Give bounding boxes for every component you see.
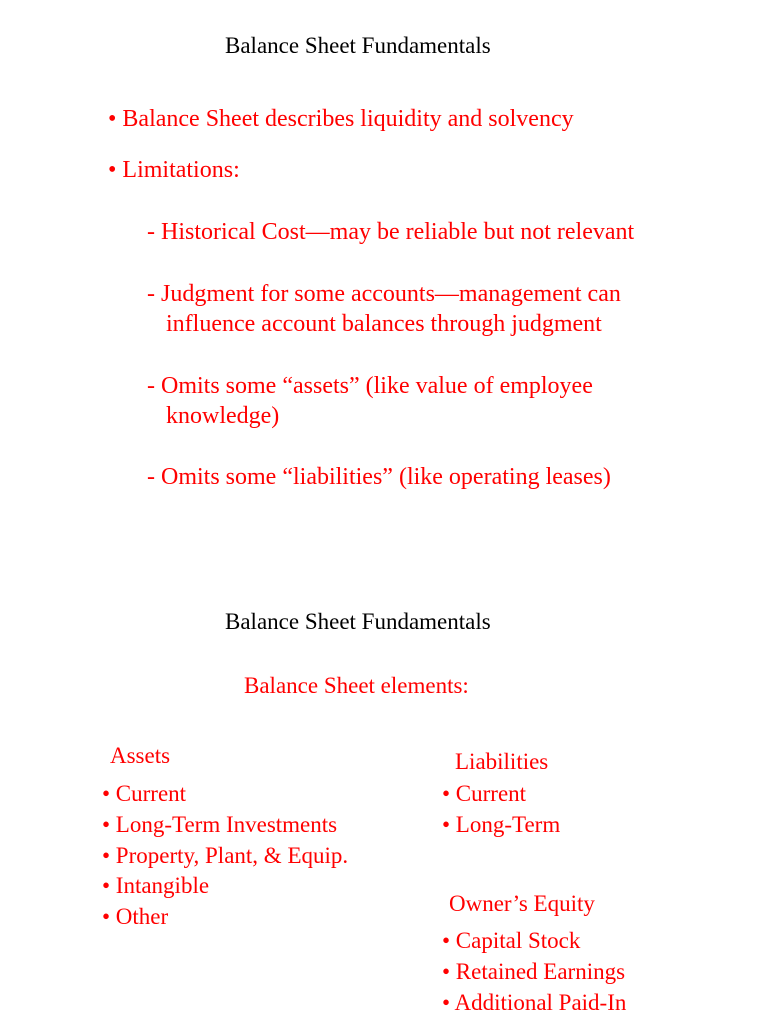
list-item: • Additional Paid-In bbox=[442, 989, 627, 1015]
sub-omits-assets-line-1: - Omits some “assets” (like value of employee bbox=[147, 373, 593, 399]
owners-equity-heading: Owner’s Equity bbox=[449, 891, 595, 916]
list-item: • Capital Stock bbox=[442, 928, 581, 953]
list-item: • Intangible bbox=[102, 873, 210, 899]
sub-judgment-line-1: - Judgment for some accounts—management can bbox=[147, 281, 621, 307]
slide-2-title: Balance Sheet Fundamentals bbox=[225, 609, 491, 634]
liabilities-heading: Liabilities bbox=[455, 749, 549, 774]
list-item: • Current bbox=[102, 781, 187, 806]
bullet-balance-sheet-describes: • Balance Sheet describes liquidity and solvency bbox=[108, 106, 574, 132]
sub-omits-liabilities: - Omits some “liabilities” (like operating leases) bbox=[147, 464, 611, 490]
list-item: • Long-Term Investments bbox=[102, 811, 338, 837]
sub-historical-cost: - Historical Cost—may be reliable but not relevant bbox=[147, 219, 635, 245]
list-item: • Property, Plant, & Equip. bbox=[102, 842, 349, 868]
assets-heading: Assets bbox=[110, 743, 171, 768]
assets-list bbox=[102, 779, 348, 933]
slide-1-title: Balance Sheet Fundamentals bbox=[225, 33, 491, 58]
list-item: • Long-Term bbox=[442, 811, 561, 837]
sub-judgment-line-2: influence account balances through judgment bbox=[166, 311, 602, 337]
equity-list bbox=[442, 926, 626, 1018]
list-item: • Retained Earnings bbox=[442, 958, 626, 984]
list-item: • Other bbox=[102, 904, 169, 930]
bullet-limitations: • Limitations: bbox=[108, 157, 240, 183]
sub-omits-assets-line-2: knowledge) bbox=[166, 403, 280, 429]
liabilities-list bbox=[442, 779, 560, 841]
list-item: • Current bbox=[442, 781, 527, 806]
balance-sheet-elements-heading: Balance Sheet elements: bbox=[244, 673, 469, 698]
